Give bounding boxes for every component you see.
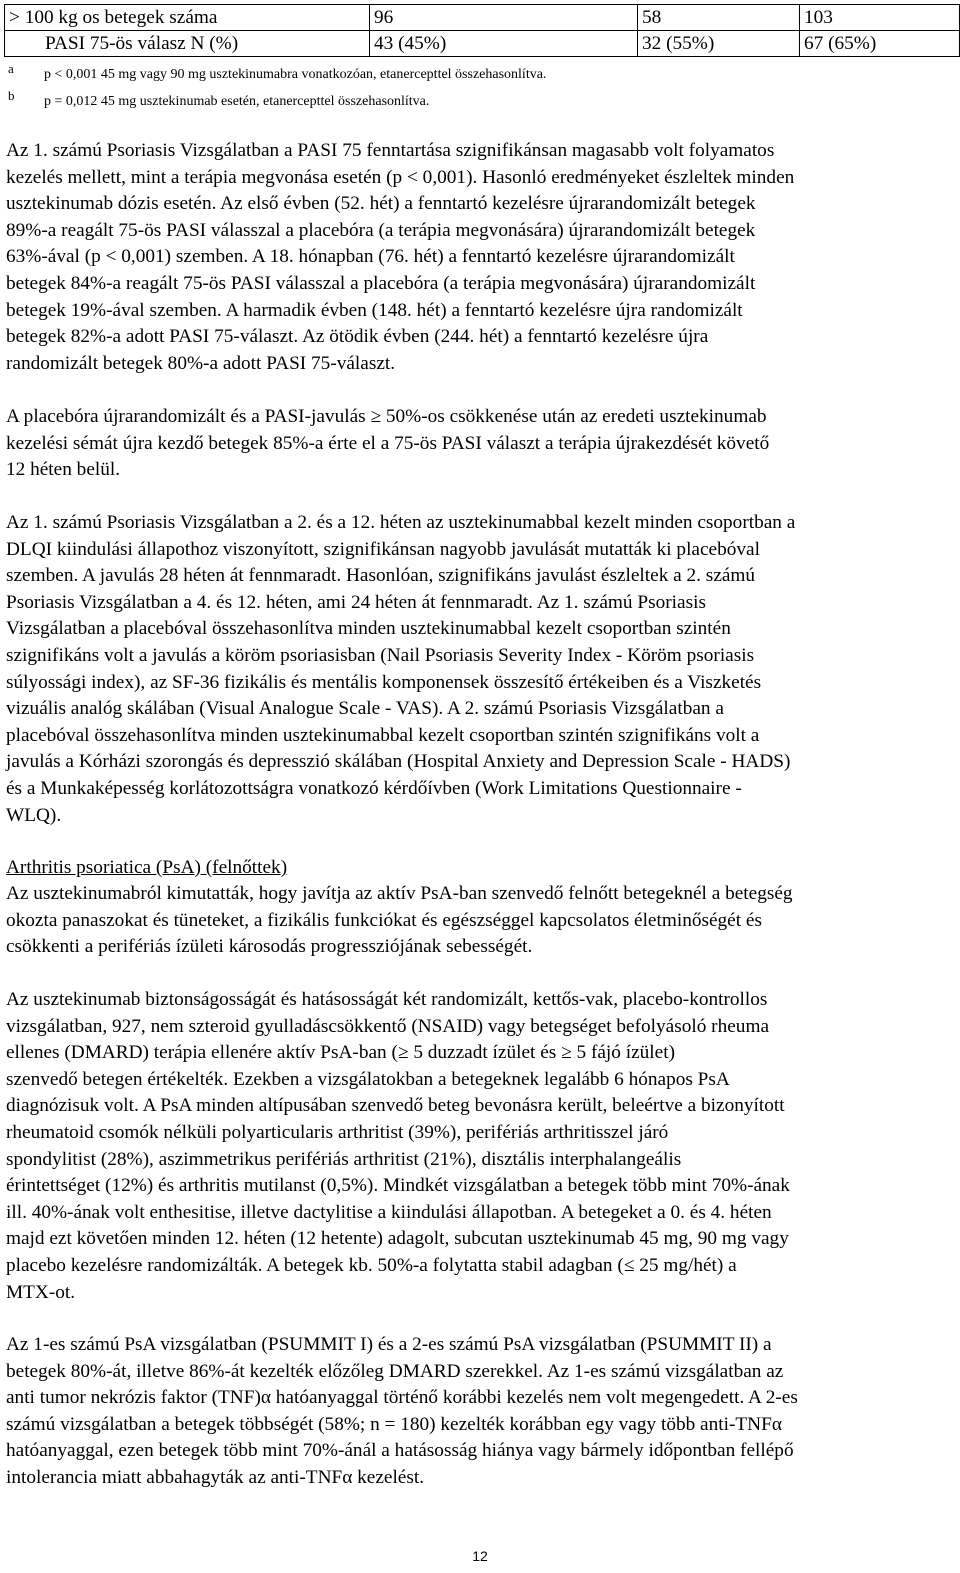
text-line: szenvedő betegen értékelték. Ezekben a vizsgálatokban a betegeknek legalább 6 hónapos PsA <box>6 1068 730 1090</box>
paragraph-psummit <box>6 1332 956 1492</box>
text-line: vizsgálatban, 927, nem szteroid gyulladáscsökkentő (NSAID) vagy betegséget befolyásoló rheuma <box>6 1015 770 1037</box>
text-line: ellenes (DMARD) terápia ellenére aktív PsA-ban (≥ 5 duzzadt ízület és ≥ 5 fájó ízület) <box>6 1042 675 1064</box>
text-line: érintettséget (12%) és arthritis mutilanst (0,5%). Mindkét vizsgálatban a betegek több mint 70%-ának <box>6 1175 790 1197</box>
results-table <box>4 4 960 57</box>
text-line: súlyossági index), az SF-36 fizikális és mentális komponensek összesítő értékeiben és a Viszketés <box>6 671 762 693</box>
text-line: betegek 80%-át, illetve 86%-át kezelték előzőleg DMARD szerekkel. Az 1-es számú vizsgálatban az <box>6 1360 784 1382</box>
table-cell: 103 <box>800 5 960 31</box>
text-line: Az usztekinumabról kimutatták, hogy javítja az aktív PsA-ban szenvedő felnőtt betegeknél a betegség <box>6 883 793 904</box>
text-line: Psoriasis Vizsgálatban a 4. és 12. héten, ami 24 héten át fennmaradt. Az 1. számú Psoriasis <box>6 591 706 613</box>
text-line: 63%-ával (p < 0,001) szemben. A 18. hónapban (76. hét) a fenntartó kezelésre újrarandomizált <box>6 246 735 268</box>
text-line: intolerancia miatt abbahagyták az anti-TNFα kezelést. <box>6 1466 425 1488</box>
section-heading-psa: Arthritis psoriatica (PsA) (felnőttek) <box>6 857 288 878</box>
text-line: javulás a Kórházi szorongás és depresszió skálában (Hospital Anxiety and Depression Scale - HADS) <box>6 751 791 773</box>
text-line: betegek 84%-a reagált 75-ös PASI válasszal a placebóra (a terápia megvonására) újrarandomizált <box>6 272 756 294</box>
table-row <box>5 31 960 57</box>
footnote-mark: a <box>8 61 14 76</box>
text-line: vizuális analóg skálában (Visual Analogue Scale - VAS). A 2. számú Psoriasis Vizsgálatban a <box>6 698 724 720</box>
text-line: MTX-ot. <box>6 1281 76 1303</box>
text-line: kezelés mellett, mint a terápia megvonása esetén (p < 0,001). Hasonló eredményeket észleltek minden <box>6 166 795 188</box>
text-line: ill. 40%-ának volt enthesitise, illetve dactylitise a kiindulási állapotban. A betegeket a 0. és 4. héten <box>6 1201 772 1223</box>
text-line: csökkenti a perifériás ízületi károsodás progressziójának sebességét. <box>6 936 533 958</box>
paragraph-psa-intro <box>6 881 956 961</box>
table-cell: 67 (65%) <box>800 31 960 57</box>
text-line: A placebóra újrarandomizált és a PASI-javulás ≥ 50%-os csökkenése után az eredeti usztekinumab <box>6 406 767 427</box>
text-line: WLQ). <box>6 804 62 826</box>
text-line: és a Munkaképesség korlátozottságra vonatkozó kérdőívben (Work Limitations Questionnaire - <box>6 777 742 799</box>
text-line: 89%-a reagált 75-ös PASI válasszal a placebóra (a terápia megvonására) újrarandomizált betegek <box>6 219 756 241</box>
text-line: Az usztekinumab biztonságosságát és hatásosságát két randomizált, kettős-vak, placebo-kontrollos <box>6 989 768 1010</box>
text-line: okozta panaszokat és tüneteket, a fizikális funkciókat és egészséggel kapcsolatos életminőségét és <box>6 909 762 931</box>
text-line: diagnózisuk volt. A PsA minden altípusában szenvedő beteg bevonásra került, beleértve a bizonyított <box>6 1095 785 1117</box>
text-line: Vizsgálatban a placebóval összehasonlítva minden usztekinumabbal kezelt csoportban szintén <box>6 618 731 640</box>
footnote-text: p = 0,012 45 mg usztekinumab esetén, etanercepttel összehasonlítva. <box>44 94 430 109</box>
table-cell: 58 <box>638 5 800 31</box>
text-line: Az 1. számú Psoriasis Vizsgálatban a 2. és a 12. héten az usztekinumabbal kezelt minden csoportban a <box>6 512 796 533</box>
footnote-mark: b <box>8 88 15 103</box>
text-line: kezelési sémát újra kezdő betegek 85%-a érte el a 75-ös PASI választ a terápia újrakezdését követő <box>6 432 770 454</box>
table-row <box>5 5 960 31</box>
table-cell: 32 (55%) <box>638 31 800 57</box>
text-line: spondylitist (28%), aszimmetrikus perifériás arthritist (21%), disztális interphalangeális <box>6 1148 682 1170</box>
page-number: 12 <box>472 1548 488 1564</box>
text-line: szemben. A javulás 28 héten át fennmaradt. Hasonlóan, szignifikáns javulást észleltek a 2. számú <box>6 565 756 587</box>
text-line: majd ezt követően minden 12. héten (12 hetente) adagolt, subcutan usztekinumab 45 mg, 90 mg vagy <box>6 1228 789 1250</box>
text-line: DLQI kiindulási állapothoz viszonyított, szignifikánsan nagyobb javulását mutatták ki placebóval <box>6 538 760 560</box>
text-line: usztekinumab dózis esetén. Az első évben (52. hét) a fenntartó kezelésre újrarandomizált betegek <box>6 193 756 215</box>
paragraph-pasi-maintenance <box>6 138 956 377</box>
text-line: Az 1-es számú PsA vizsgálatban (PSUMMIT I) és a 2-es számú PsA vizsgálatban (PSUMMIT II) a <box>6 1334 772 1355</box>
text-line: számú vizsgálatban a betegek többségét (58%; n = 180) kezelték korábban egy vagy több anti-TNFα <box>6 1413 782 1435</box>
text-line: hatóanyaggal, ezen betegek több mint 70%-ánál a hatásosság hiánya vagy bármely időpontban fellépő <box>6 1440 794 1462</box>
text-line: anti tumor nekrózis faktor (TNF)α hatóanyaggal történő korábbi kezelés nem volt megengedett. A 2-es <box>6 1387 798 1409</box>
footnote-text: p < 0,001 45 mg vagy 90 mg usztekinumabra vonatkozóan, etanercepttel összehasonlítva. <box>44 67 547 82</box>
text-line: placebóval összehasonlítva minden usztekinumabbal kezelt csoportban szintén szignifikáns volt a <box>6 724 760 746</box>
paragraph-dlqi <box>6 510 956 829</box>
text-line: placebo kezelésre randomizálták. A betegek kb. 50%-a folytatta stabil adagban (≤ 25 mg/hét) a <box>6 1254 737 1276</box>
text-line: 12 héten belül. <box>6 459 121 481</box>
text-line: szignifikáns volt a javulás a köröm psoriasisban (Nail Psoriasis Severity Index - Köröm psoriasis <box>6 644 755 666</box>
row-label: > 100 kg os betegek száma <box>5 5 370 31</box>
text-line: betegek 19%-ával szemben. A harmadik évben (148. hét) a fenntartó kezelésre újra randomizált <box>6 299 743 321</box>
paragraph-retreatment <box>6 404 956 484</box>
text-line: randomizált betegek 80%-a adott PASI 75-választ. <box>6 352 396 374</box>
table-cell: 96 <box>370 5 638 31</box>
table-cell: 43 (45%) <box>370 31 638 57</box>
text-line: Az 1. számú Psoriasis Vizsgálatban a PASI 75 fenntartása szignifikánsan magasabb volt folyamatos <box>6 140 775 161</box>
paragraph-psa-safety <box>6 987 956 1306</box>
row-label: PASI 75-ös válasz N (%) <box>5 31 370 57</box>
text-line: betegek 82%-a adott PASI 75-választ. Az ötödik évben (244. hét) a fenntartó kezelésre újra <box>6 326 709 348</box>
text-line: rheumatoid csomók nélküli polyarticularis arthritist (39%), perifériás arthritisszel járó <box>6 1121 669 1143</box>
